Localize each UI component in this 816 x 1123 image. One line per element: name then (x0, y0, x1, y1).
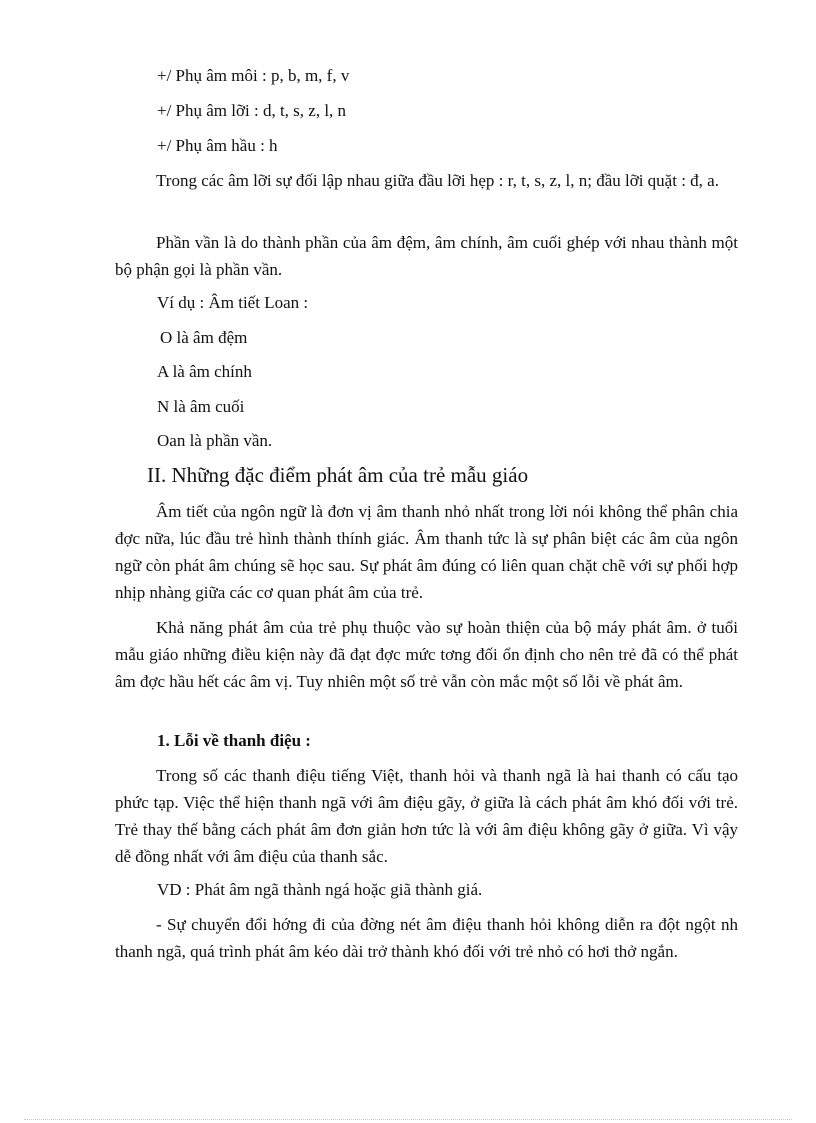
paragraph-text: Trong các âm lỡi sự đối lập nhau giữa đầu lỡi hẹp : r, t, s, z, l, n; đầu lỡi quặt : đ, a. (156, 171, 719, 190)
example-line-n: N là âm cuối (157, 397, 245, 416)
paragraph-ability (115, 614, 738, 695)
paragraph-text: Phần vần là do thành phần của âm đệm, âm chính, âm cuối ghép với nhau thành một bộ phận gọi là phần vần. (115, 233, 738, 279)
consonant-tongue-line: +/ Phụ âm lỡi : d, t, s, z, l, n (157, 101, 347, 120)
page-bottom-rule (24, 1119, 792, 1120)
paragraph-text: Âm tiết của ngôn ngữ là đơn vị âm thanh nhỏ nhất trong lời nói không thể phân chia đợc nữa, lúc đầu trẻ hình thành thính giác. Âm thanh tức là sự phân biệt các âm của ngôn ngữ còn phát âm chúng sẽ học sau. Sự phát âm đúng có liên quan chặt chẽ với sự phối hợp nhịp nhàng giữa các cơ quan phát âm của trẻ. (115, 502, 738, 602)
paragraph-tongue-contrast (115, 167, 738, 194)
example-line-o: O là âm đệm (160, 328, 248, 347)
paragraph-text: - Sự chuyển đổi hớng đi của đờng nét âm điệu thanh hỏi không diễn ra đột ngột nh thanh ngã, quá trình phát âm kéo dài trở thành khó đối với trẻ nhỏ có hơi thở ngắn. (115, 915, 738, 961)
example-intro: Ví dụ : Âm tiết Loan : (157, 293, 309, 312)
paragraph-text: Trong số các thanh điệu tiếng Việt, thanh hỏi và thanh ngã là hai thanh có cấu tạo phức tạp. Việc thể hiện thanh ngã với âm điệu gãy, ở giữa là cách phát âm khó đối với trẻ. Trẻ thay thế bằng cách phát âm đơn giản hơn tức là với âm điệu không gãy ở giữa. Vì vậy dễ đồng nhất với âm điệu của thanh sắc. (115, 766, 738, 866)
example-line-oan: Oan là phần vần. (157, 431, 273, 450)
consonant-lips-line: +/ Phụ âm môi : p, b, m, f, v (157, 66, 350, 85)
paragraph-syllable (115, 498, 738, 606)
example-vd: VD : Phát âm ngã thành ngá hoặc giã thành giá. (157, 880, 483, 899)
example-line-a: A là âm chính (157, 362, 252, 381)
paragraph-hoi-tone (115, 911, 738, 965)
paragraph-rhyme-part (115, 229, 738, 283)
paragraph-tones (115, 762, 738, 870)
consonant-throat-line: +/ Phụ âm hầu : h (157, 136, 278, 155)
subheading-tone-errors: 1. Lỗi về thanh điệu : (157, 731, 311, 750)
section-heading: II. Những đặc điểm phát âm của trẻ mẫu giáo (147, 463, 529, 487)
paragraph-text: Khả năng phát âm của trẻ phụ thuộc vào sự hoàn thiện của bộ máy phát âm. ở tuổi mẫu giáo những điều kiện này đã đạt đợc mức tơng đối ổn định cho nên trẻ đã có thể phát âm đợc hầu hết các âm vị. Tuy nhiên một số trẻ vẫn còn mắc một số lỗi về phát âm. (115, 618, 738, 691)
